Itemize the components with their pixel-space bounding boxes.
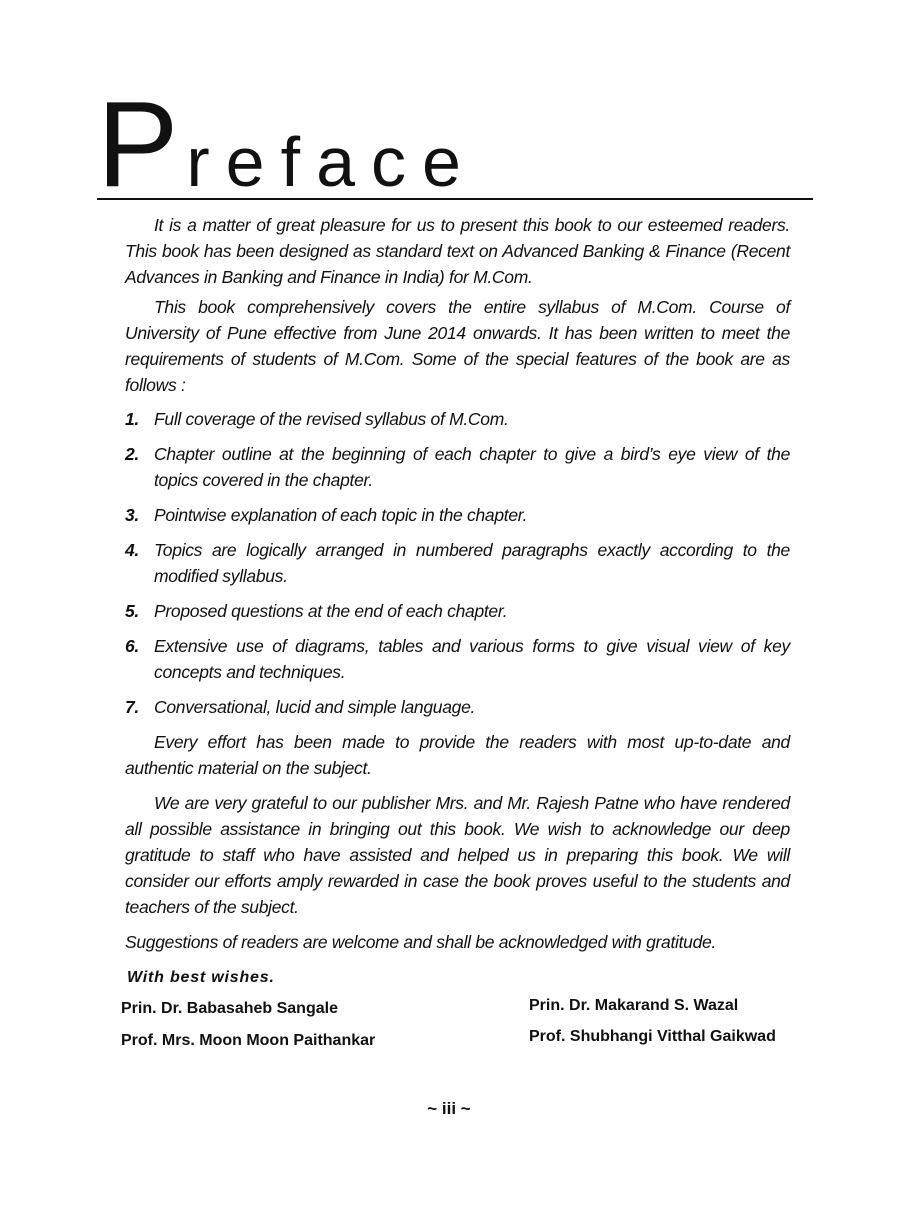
list-item-text: Proposed questions at the end of each chapter. [154, 601, 508, 621]
title-underline [97, 198, 813, 200]
list-item [125, 694, 790, 720]
sign-off: With best wishes. [127, 969, 275, 986]
closing-paragraph-2: We are very grateful to our publisher Mrs. and Mr. Rajesh Patne who have rendered all possible assistance in bringing out this book. We wish to acknowledge our deep gratitude to staff who have assisted and helped us in preparing this book. We will consider our efforts amply rewarded in case the book proves useful to the students and teachers of the subject. [125, 793, 790, 917]
page-title [97, 76, 477, 212]
title-initial: P [97, 76, 179, 212]
list-item [125, 537, 790, 589]
list-item-text: Conversational, lucid and simple language. [154, 697, 476, 717]
list-item [125, 406, 790, 432]
list-item [125, 502, 790, 528]
list-item-number: 5. [125, 601, 139, 621]
features-list-block [125, 406, 790, 720]
list-item-number: 1. [125, 409, 139, 429]
author-right-1: Prin. Dr. Makarand S. Wazal [529, 997, 739, 1014]
list-item-number: 2. [125, 444, 139, 464]
list-item-text: Topics are logically arranged in numbered paragraphs exactly according to the modified syllabus. [154, 540, 790, 586]
list-item [125, 441, 790, 493]
preface-closing [125, 729, 790, 955]
closing-paragraph-1: Every effort has been made to provide the readers with most up-to-date and authentic material on the subject. [125, 732, 790, 778]
closing-paragraph-3: Suggestions of readers are welcome and shall be acknowledged with gratitude. [125, 932, 717, 952]
intro-paragraph-2: This book comprehensively covers the entire syllabus of M.Com. Course of University of Pune effective from June 2014 onwards. It has been written to meet the requirements of students of M.Com. Some of the special features of the book are as follows : [125, 297, 790, 395]
list-item-text: Extensive use of diagrams, tables and various forms to give visual view of key concepts and techniques. [154, 636, 790, 682]
author-left-1: Prin. Dr. Babasaheb Sangale [121, 1000, 338, 1017]
list-item-number: 4. [125, 540, 139, 560]
list-item [125, 633, 790, 685]
list-item-number: 3. [125, 505, 139, 525]
page-number: ~ iii ~ [427, 1099, 471, 1118]
list-item-number: 6. [125, 636, 139, 656]
features-list [125, 406, 790, 720]
list-item-text: Chapter outline at the beginning of each chapter to give a bird’s eye view of the topics covered in the chapter. [154, 444, 790, 490]
intro-paragraph-1: It is a matter of great pleasure for us to present this book to our esteemed readers. This book has been designed as standard text on Advanced Banking & Finance (Recent Advances in Banking and Finance in India) for M.Com. [125, 215, 790, 287]
preface-intro [125, 212, 790, 398]
author-left-2: Prof. Mrs. Moon Moon Paithankar [121, 1032, 376, 1049]
list-item-number: 7. [125, 697, 139, 717]
list-item [125, 598, 790, 624]
list-item-text: Full coverage of the revised syllabus of M.Com. [154, 409, 509, 429]
title-rest: reface [186, 123, 477, 201]
author-right-2: Prof. Shubhangi Vitthal Gaikwad [529, 1028, 776, 1045]
list-item-text: Pointwise explanation of each topic in the chapter. [154, 505, 528, 525]
